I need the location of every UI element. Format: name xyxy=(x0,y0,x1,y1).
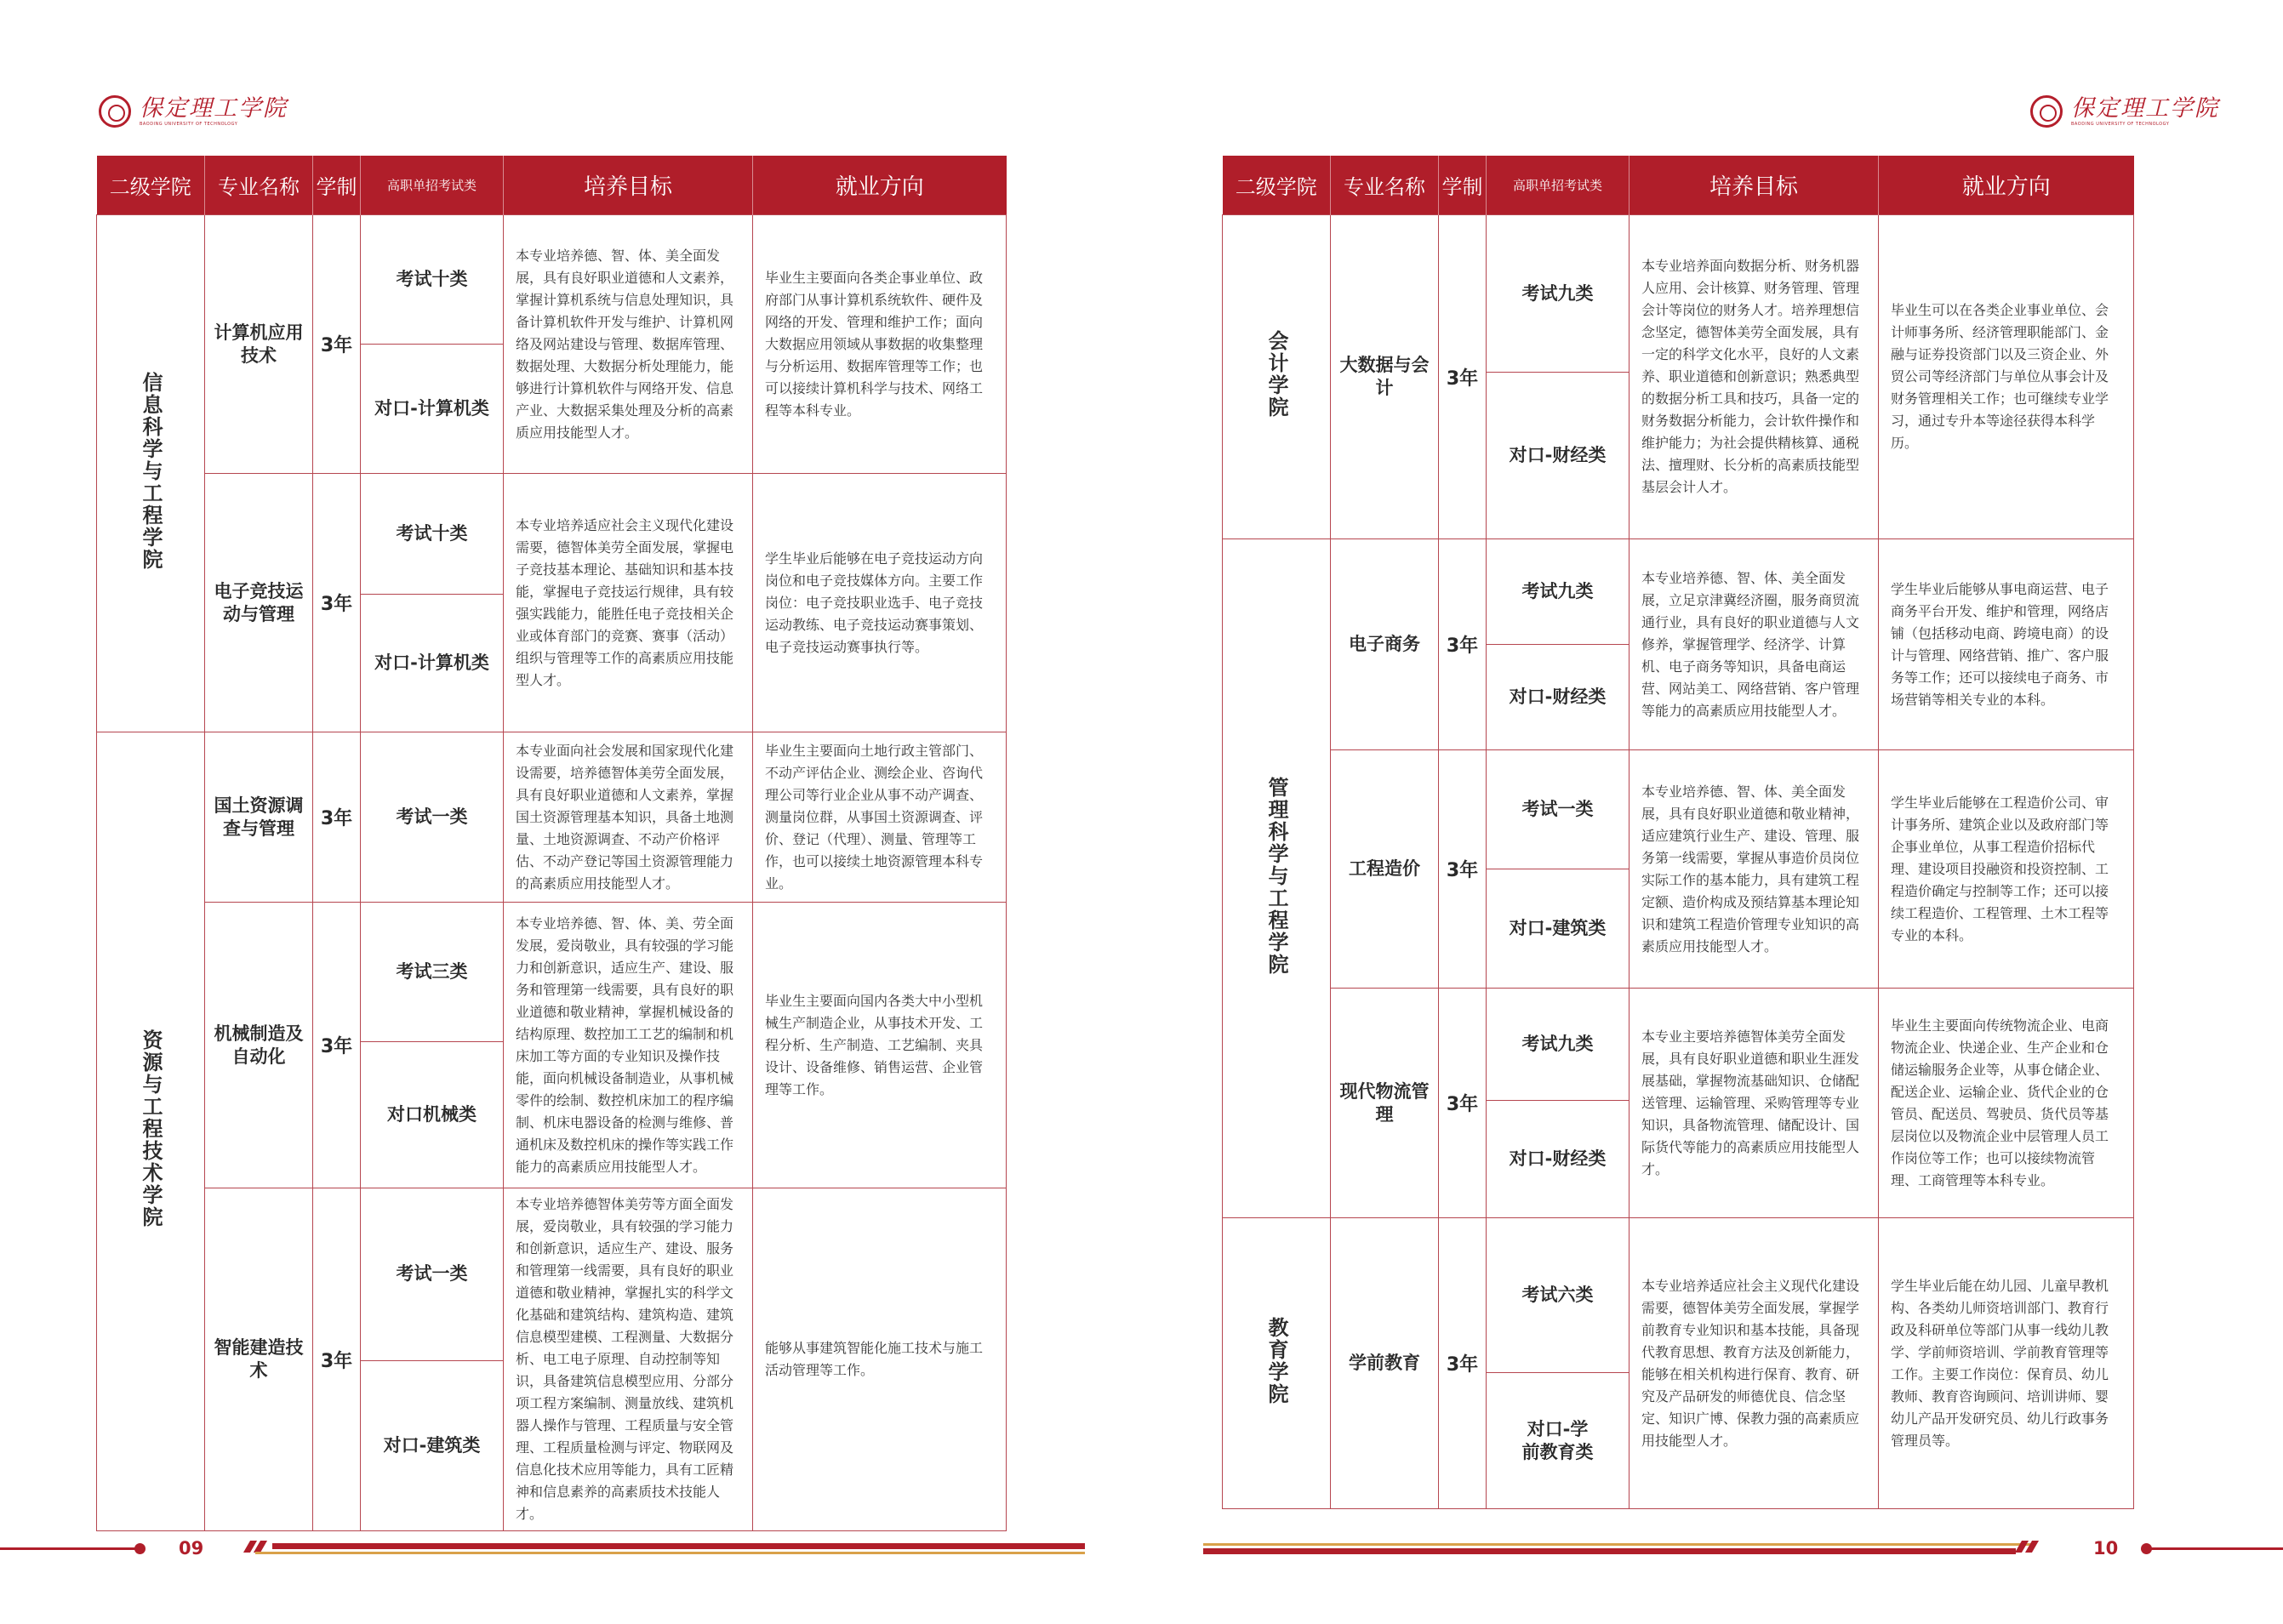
major-name: 智能建造技术 xyxy=(205,1188,313,1531)
table-row xyxy=(1223,215,2134,373)
university-logo xyxy=(2030,95,2219,128)
exam-category: 对口-财经类 xyxy=(1487,645,1629,750)
training-goal: 本专业面向社会发展和国家现代化建设需要，培养德智体美劳全面发展，具有良好职业道德和人文素养，掌握国土资源管理基本知识，具备土地测量、土地资源调查、不动产价格评估、不动产登记等国土资源管理能力的高素质应用技能型人才。 xyxy=(504,732,753,903)
major-name: 机械制造及自动化 xyxy=(205,903,313,1188)
exam-category: 考试一类 xyxy=(361,732,504,903)
career-direction: 毕业生主要面向传统物流企业、电商物流企业、快递企业、生产企业和仓储运输服务企业等，从事仓储企业、配送企业、运输企业、货代企业的仓管员、配送员、驾驶员、货代员等基层岗位以及物流企业中层管理人员工作岗位等工作；也可以接续物流管理、工商管理等本科专业。 xyxy=(1879,989,2134,1218)
exam-category: 考试九类 xyxy=(1487,539,1629,645)
exam-category: 考试九类 xyxy=(1487,989,1629,1101)
training-goal: 本专业主要培养德智体美劳全面发展，具有良好职业道德和职业生涯发展基础，掌握物流基础知识、仓储配送管理、运输管理、采购管理等专业知识，具备物流管理、储配设计、国际货代等能力的高素质应用技能型人才。 xyxy=(1629,989,1879,1218)
major-name: 电子竞技运动与管理 xyxy=(205,474,313,732)
major-name: 国土资源调查与管理 xyxy=(205,732,313,903)
table-row xyxy=(97,474,1007,595)
header-exam-category: 高职单招考试类 xyxy=(361,156,504,215)
footer-band xyxy=(1203,1548,2016,1554)
training-goal: 本专业培养适应社会主义现代化建设需要，德智体美劳全面发展，掌握电子竞技基本理论、基础知识和基本技能，掌握电子竞技运行规律，具有较强实践能力，能胜任电子竞技相关企业或体育部门的竞赛、赛事（活动）组织与管理等工作的高素质应用技能型人才。 xyxy=(504,474,753,732)
career-direction: 学生毕业后能在幼儿园、儿童早教机构、各类幼儿师资培训部门、教育行政及科研单位等部门从事一线幼儿教学、学前师资培训、学前教育管理等工作。主要工作岗位：保育员、幼儿教师、教育咨询顾问、培训讲师、婴幼儿产品开发研究员、幼儿行政事务管理员等。 xyxy=(1879,1218,2134,1509)
college-name: 教育学院 xyxy=(1264,1316,1288,1405)
major-years: 3年 xyxy=(313,1188,361,1531)
career-direction: 毕业生主要面向各类企事业单位、政府部门从事计算机系统软件、硬件及网络的开发、管理和维护工作；面向大数据应用领域从事数据的收集整理与分析运用、数据库管理等工作；也可以接续计算机科学与技术、网络工程等本科专业。 xyxy=(753,215,1007,474)
college-name: 管理科学与工程学院 xyxy=(1264,776,1288,976)
training-goal: 本专业培养面向数据分析、财务机器人应用、会计核算、财务管理、管理会计等岗位的财务人才。培养理想信念坚定，德智体美劳全面发展，具有一定的科学文化水平，良好的人文素养、职业道德和创新意识；熟悉典型的数据分析工具和技巧，具备一定的财务数据分析能力，会计软件操作和维护能力；为社会提供精核算、通税法、擅理财、长分析的高素质技能型基层会计人才。 xyxy=(1629,215,1879,539)
training-goal: 本专业培养德、智、体、美全面发展，具有良好职业道德和敬业精神，适应建筑行业生产、建设、管理、服务第一线需要，掌握从事造价员岗位实际工作的基本能力，具有建筑工程定额、造价构成及预结算基本理论知识和建筑工程造价管理专业知识的高素质应用技能型人才。 xyxy=(1629,750,1879,989)
exam-category: 对口-财经类 xyxy=(1487,373,1629,539)
major-years: 3年 xyxy=(313,732,361,903)
table-row xyxy=(97,1188,1007,1361)
major-years: 3年 xyxy=(1439,539,1487,750)
left-page xyxy=(0,0,1141,1624)
major-name: 工程造价 xyxy=(1331,750,1439,989)
exam-category: 考试一类 xyxy=(1487,750,1629,869)
career-direction: 学生毕业后能够从事电商运营、电子商务平台开发、维护和管理，网络店铺（包括移动电商、跨境电商）的设计与管理、网络营销、推广、客户服务等工作；还可以接续电子商务、市场营销等相关专业的本科。 xyxy=(1879,539,2134,750)
major-years: 3年 xyxy=(1439,989,1487,1218)
exam-category: 对口-建筑类 xyxy=(1487,869,1629,989)
header-major: 专业名称 xyxy=(1331,156,1439,215)
table-row xyxy=(97,903,1007,1042)
header-career: 就业方向 xyxy=(1879,156,2134,215)
career-direction: 毕业生主要面向土地行政主管部门、不动产评估企业、测绘企业、咨询代理公司等行业企业从事不动产调查、测量岗位群，从事国土资源调查、评价、登记（代理）、测量、管理等工作，也可以接续土地资源管理本科专业。 xyxy=(753,732,1007,903)
page-number-right: 10 xyxy=(2093,1538,2119,1558)
header-college: 二级学院 xyxy=(1223,156,1331,215)
right-page xyxy=(1142,0,2283,1624)
training-goal: 本专业培养德、智、体、美全面发展，立足京津冀经济圈，服务商贸流通行业，具有良好的职业道德与人文修养，掌握管理学、经济学、计算机、电子商务等知识，具备电商运营、网站美工、网络营销、客户管理等能力的高素质应用技能型人才。 xyxy=(1629,539,1879,750)
college-cell xyxy=(97,215,205,732)
exam-category: 考试三类 xyxy=(361,903,504,1042)
majors-table-left xyxy=(96,156,1007,1531)
exam-category: 考试十类 xyxy=(361,474,504,595)
college-name: 资源与工程技术学院 xyxy=(139,1029,163,1228)
career-direction: 能够从事建筑智能化施工技术与施工活动管理等工作。 xyxy=(753,1188,1007,1531)
logo-name-en: BAODING UNIVERSITY OF TECHNOLOGY xyxy=(140,122,238,127)
exam-category: 对口机械类 xyxy=(361,1042,504,1188)
header-training-goal: 培养目标 xyxy=(504,156,753,215)
major-years: 3年 xyxy=(313,215,361,474)
college-name: 会计学院 xyxy=(1264,330,1288,419)
table-header-row xyxy=(1223,156,2134,215)
footer-band-accent xyxy=(255,1552,1085,1554)
exam-category: 考试九类 xyxy=(1487,215,1629,373)
footer-dot xyxy=(134,1543,146,1554)
footer-rule xyxy=(2146,1547,2283,1550)
table-row xyxy=(1223,539,2134,645)
footer-band-accent xyxy=(1203,1543,2033,1546)
footer-band xyxy=(272,1543,1085,1549)
exam-category: 对口-计算机类 xyxy=(361,345,504,474)
exam-category: 对口-财经类 xyxy=(1487,1101,1629,1218)
major-years: 3年 xyxy=(313,903,361,1188)
page-number-left: 09 xyxy=(179,1538,204,1558)
table-header-row xyxy=(97,156,1007,215)
table-row xyxy=(1223,750,2134,869)
header-training-goal: 培养目标 xyxy=(1629,156,1879,215)
header-years: 学制 xyxy=(1439,156,1487,215)
major-name: 现代物流管理 xyxy=(1331,989,1439,1218)
exam-category: 对口-计算机类 xyxy=(361,595,504,732)
majors-table-right xyxy=(1222,156,2134,1509)
header-exam-category: 高职单招考试类 xyxy=(1487,156,1629,215)
header-major: 专业名称 xyxy=(205,156,313,215)
university-seal-icon xyxy=(2030,95,2063,128)
table-row xyxy=(1223,1218,2134,1373)
table-row xyxy=(97,215,1007,345)
major-years: 3年 xyxy=(313,474,361,732)
training-goal: 本专业培养适应社会主义现代化建设需要，德智体美劳全面发展，掌握学前教育专业知识和基本技能，具备现代教育思想、教育方法及创新能力，能够在相关机构进行保育、教育、研究及产品研发的师德优良、信念坚定、知识广博、保教力强的高素质应用技能型人才。 xyxy=(1629,1218,1879,1509)
major-years: 3年 xyxy=(1439,750,1487,989)
college-cell xyxy=(97,732,205,1531)
exam-category: 考试六类 xyxy=(1487,1218,1629,1373)
logo-name-cn: 保定理工学院 xyxy=(140,95,288,122)
career-direction: 学生毕业后能够在电子竞技运动方向岗位和电子竞技媒体方向。主要工作岗位：电子竞技职业选手、电子竞技运动教练、电子竞技运动赛事策划、电子竞技运动赛事执行等。 xyxy=(753,474,1007,732)
training-goal: 本专业培养德智体美劳等方面全面发展，爱岗敬业，具有较强的学习能力和创新意识，适应生产、建设、服务和管理第一线需要，具有良好的职业道德和敬业精神，掌握扎实的科学文化基础和建筑结构、建筑构造、建筑信息模型建模、工程测量、大数据分析、电工电子原理、自动控制等知识，具备建筑信息模型应用、分部分项工程方案编制、测量放线、建筑机器人操作与管理、工程质量与安全管理、工程质量检测与评定、物联网及信息化技术应用等能力，具有工匠精神和信息素养的高素质技术技能人才。 xyxy=(504,1188,753,1531)
exam-category: 考试十类 xyxy=(361,215,504,345)
logo-name-en: BAODING UNIVERSITY OF TECHNOLOGY xyxy=(2071,122,2170,127)
major-name: 计算机应用技术 xyxy=(205,215,313,474)
major-years: 3年 xyxy=(1439,215,1487,539)
header-years: 学制 xyxy=(313,156,361,215)
college-cell xyxy=(1223,539,1331,1218)
university-seal-icon xyxy=(99,95,131,128)
training-goal: 本专业培养德、智、体、美全面发展，具有良好职业道德和人文素养，掌握计算机系统与信息处理知识，具备计算机软件开发与维护、计算机网络及网站建设与管理、数据库管理、数据处理、大数据分析处理能力，能够进行计算机软件与网络开发、信息产业、大数据采集处理及分析的高素质应用技能型人才。 xyxy=(504,215,753,474)
major-name: 电子商务 xyxy=(1331,539,1439,750)
table-row xyxy=(1223,989,2134,1101)
major-years: 3年 xyxy=(1439,1218,1487,1509)
college-cell xyxy=(1223,215,1331,539)
footer-rule xyxy=(0,1547,139,1550)
university-logo xyxy=(99,95,288,128)
logo-name-cn: 保定理工学院 xyxy=(2071,95,2219,122)
career-direction: 学生毕业后能够在工程造价公司、审计事务所、建筑企业以及政府部门等企事业单位，从事工程造价招标代理、建设项目投融资和投资控制、工程造价确定与控制等工作；还可以接续工程造价、工程管理、土木工程等专业的本科。 xyxy=(1879,750,2134,989)
training-goal: 本专业培养德、智、体、美、劳全面发展，爱岗敬业，具有较强的学习能力和创新意识，适应生产、建设、服务和管理第一线需要，具有良好的职业道德和敬业精神，掌握机械设备的结构原理、数控加工工艺的编制和机床加工等方面的专业知识及操作技能，面向机械设备制造业，从事机械零件的绘制、数控机床加工的程序编制、机床电器设备的检测与维修、普通机床及数控机床的操作等实践工作能力的高素质应用技能型人才。 xyxy=(504,903,753,1188)
table-row xyxy=(97,732,1007,903)
major-name: 大数据与会计 xyxy=(1331,215,1439,539)
header-college: 二级学院 xyxy=(97,156,205,215)
college-cell xyxy=(1223,1218,1331,1509)
college-name: 信息科学与工程学院 xyxy=(139,371,163,571)
header-career: 就业方向 xyxy=(753,156,1007,215)
career-direction: 毕业生可以在各类企业事业单位、会计师事务所、经济管理职能部门、金融与证券投资部门以及三资企业、外贸公司等经济部门与单位从事会计及财务管理相关工作；也可继续专业学习，通过专升本等途径获得本科学历。 xyxy=(1879,215,2134,539)
exam-category: 对口-学前教育类 xyxy=(1487,1373,1629,1509)
exam-category: 考试一类 xyxy=(361,1188,504,1361)
major-name: 学前教育 xyxy=(1331,1218,1439,1509)
career-direction: 毕业生主要面向国内各类大中小型机械生产制造企业，从事技术开发、工程分析、生产制造、工艺编制、夹具设计、设备维修、销售运营、企业管理等工作。 xyxy=(753,903,1007,1188)
exam-category: 对口-建筑类 xyxy=(361,1360,504,1530)
